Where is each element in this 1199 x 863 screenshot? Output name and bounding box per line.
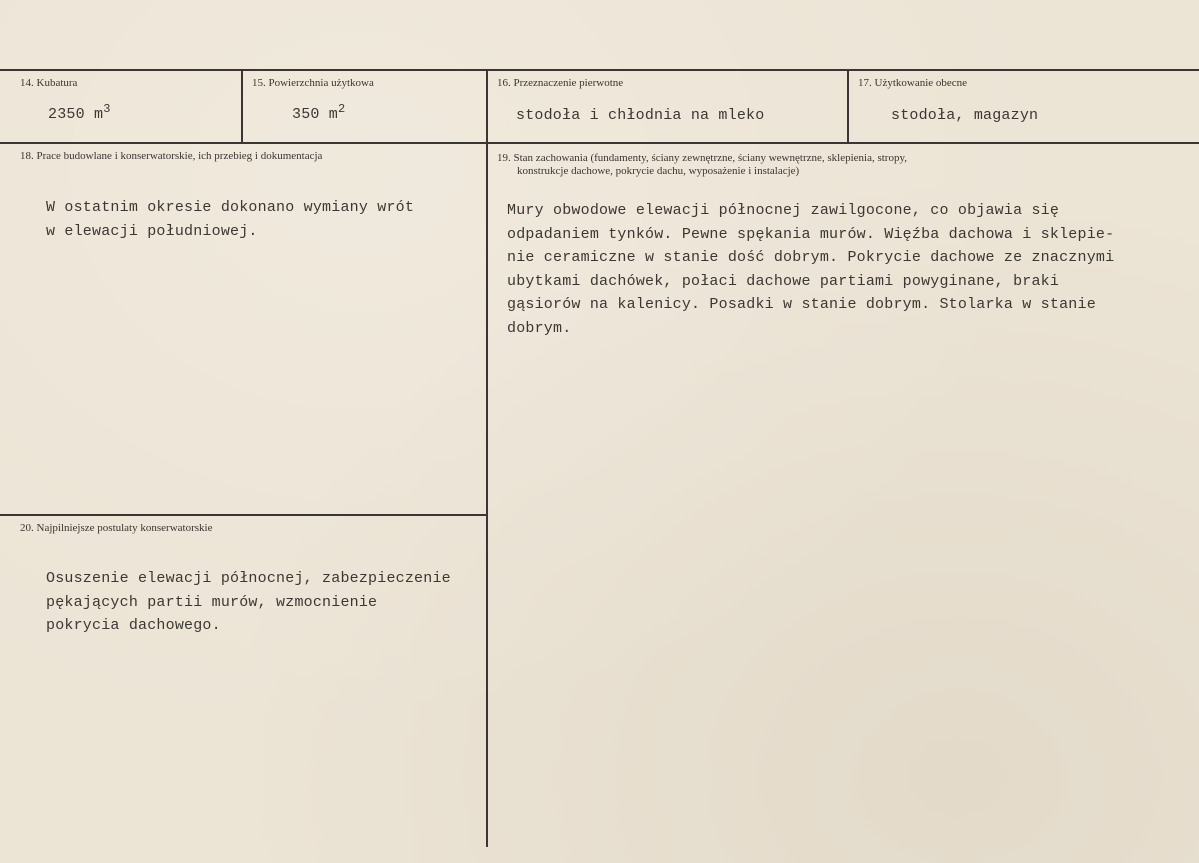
prace-line: w elewacji południowej. <box>46 222 258 240</box>
przeznaczenie-label: 16. Przeznaczenie pierwotne <box>497 77 624 89</box>
divider-16-17 <box>847 69 849 142</box>
powierzchnia-label: 15. Powierzchnia użytkowa <box>252 77 374 89</box>
stan-line: dobrym. <box>507 319 572 337</box>
stan-line: nie ceramiczne w stanie dość dobrym. Pokrycie dachowe ze znacznymi <box>507 249 1115 266</box>
stan-label-line-2: konstrukcje dachowe, pokrycie dachu, wyposażenie i instalacje) <box>517 165 800 177</box>
stan-text <box>507 199 1114 340</box>
divider-main <box>486 69 488 847</box>
stan-line: gąsiorów na kalenicy. Posadki w stanie dobrym. Stolarka w stanie <box>507 296 1096 313</box>
powierzchnia-number: 350 m <box>292 106 339 123</box>
postulaty-line: pękających partii murów, wzmocnienie <box>46 593 378 611</box>
stan-line: ubytkami dachówek, połaci dachowe partiami powyginane, braki <box>507 272 1060 290</box>
prace-text <box>46 196 414 243</box>
kubatura-value <box>48 102 111 123</box>
postulaty-line: pokrycia dachowego. <box>46 617 221 634</box>
kubatura-number: 2350 m <box>48 106 104 123</box>
section-18-bottom-rule <box>0 514 487 516</box>
postulaty-text <box>46 567 451 638</box>
stan-line: Mury obwodowe elewacji północnej zawilgocone, co objawia się <box>507 202 1060 219</box>
prace-label: 18. Prace budowlane i konserwatorskie, ich przebieg i dokumentacja <box>20 150 323 162</box>
prace-line: W ostatnim okresie dokonano wymiany wrót <box>46 199 415 216</box>
stan-line: odpadaniem tynków. Pewne spękania murów. Więźba dachowa i sklepie- <box>507 225 1115 243</box>
uzytkowanie-value: stodoła, magazyn <box>891 107 1039 124</box>
postulaty-label: 20. Najpilniejsze postulaty konserwatorskie <box>20 522 213 534</box>
stan-label-line-1: 19. Stan zachowania (fundamenty, ściany zewnętrzne, ściany wewnętrzne, sklepienia, stropy, <box>497 152 908 164</box>
uzytkowanie-label: 17. Użytkowanie obecne <box>858 77 968 89</box>
kubatura-label: 14. Kubatura <box>20 77 78 89</box>
postulaty-line: Osuszenie elewacji północnej, zabezpieczenie <box>46 570 451 587</box>
powierzchnia-value <box>292 102 346 123</box>
header-bottom-rule <box>0 142 1199 144</box>
kubatura-exponent: 3 <box>103 102 111 116</box>
przeznaczenie-value: stodoła i chłodnia na mleko <box>516 107 765 124</box>
powierzchnia-exponent: 2 <box>338 102 346 116</box>
top-rule <box>0 69 1199 71</box>
divider-14-15 <box>241 69 243 142</box>
